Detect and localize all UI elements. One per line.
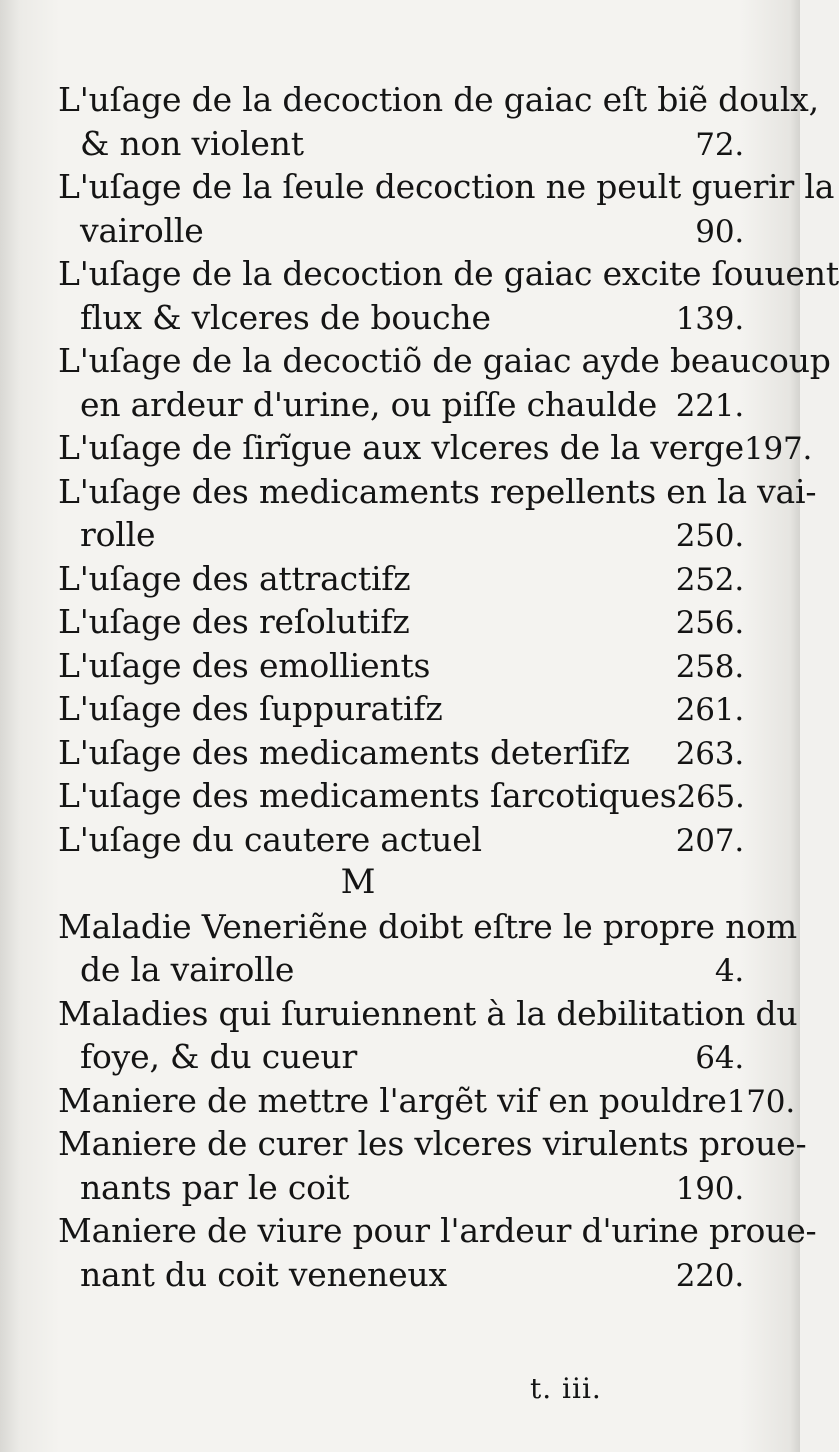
index-entry: [58, 818, 748, 862]
entry-text: L'uſage de la ſeule decoction ne peult guerir la: [58, 167, 835, 206]
entry-line: [58, 165, 835, 209]
index-entry: [58, 992, 798, 1079]
entry-continuation-line: [58, 122, 748, 166]
entry-text: Maladies qui ſuruiennent à la debilitation du: [58, 993, 798, 1033]
entry-text: Maladie Veneriẽne doibt eſtre le propre nom: [58, 906, 797, 946]
entry-page-number: 250.: [675, 518, 744, 554]
entry-line: [58, 339, 831, 383]
index-entry: [58, 252, 839, 339]
entry-line: [58, 1209, 817, 1253]
entry-continuation-line: [58, 209, 748, 253]
entry-text: Maniere de viure pour l'ardeur d'urine proue-: [58, 1211, 817, 1250]
entry-continuation-line: [58, 948, 748, 992]
entry-page-number: 221.: [675, 387, 744, 424]
index-entry: [58, 731, 748, 775]
entry-text: L'uſage des ſuppuratifz: [58, 689, 443, 728]
index-entry: [58, 1122, 807, 1209]
entry-continuation-text: en ardeur d'urine, ou piſſe chaulde: [80, 384, 658, 424]
entry-line: [58, 470, 817, 514]
entry-page-number: 139.: [675, 300, 744, 337]
entry-page-number: 265.: [676, 779, 745, 815]
entry-line: [58, 78, 819, 122]
entry-page-number: 190.: [675, 1170, 744, 1207]
entry-line: [58, 1079, 795, 1123]
entry-page-number: 256.: [675, 605, 744, 641]
entry-text: L'uſage des emollients: [58, 645, 431, 685]
entry-line: [58, 426, 813, 470]
entry-text: L'uſage des medicaments ſarcotiques: [58, 776, 677, 815]
entry-page-number: 4.: [714, 953, 744, 989]
entry-line: [58, 1122, 807, 1166]
index-entry: [58, 1079, 795, 1123]
index-entry: [58, 644, 748, 688]
entry-text: L'uſage des medicaments repellents en la vai-: [58, 471, 817, 511]
entry-line: [58, 687, 748, 731]
entry-page-number: 170.: [726, 1083, 795, 1120]
entry-line: [58, 252, 839, 296]
entry-line: [58, 905, 797, 949]
index-entry: [58, 1209, 817, 1296]
entry-continuation-line: [58, 513, 748, 557]
index-entry: [58, 426, 813, 470]
entry-text: Maniere de mettre l'argẽt vif en pouldre: [58, 1080, 727, 1120]
entry-page-number: 207.: [675, 822, 744, 859]
index-entry: [58, 905, 797, 992]
entry-continuation-text: nants par le coit: [80, 1167, 350, 1207]
entry-continuation-text: foye, & du cueur: [80, 1037, 358, 1076]
entry-page-number: 258.: [675, 648, 744, 685]
entry-text: L'uſage de la decoctiõ de gaiac ayde beaucoup: [58, 341, 831, 380]
entry-page-number: 261.: [675, 692, 744, 728]
index-entry: [58, 557, 748, 601]
entry-continuation-text: rolle: [80, 515, 156, 554]
index-entry: [58, 78, 819, 165]
entry-page-number: 64.: [695, 1040, 744, 1076]
entry-text: L'uſage des medicaments deterſifz: [58, 732, 630, 772]
index-entry: [58, 774, 748, 818]
index-entry: [58, 600, 748, 644]
entry-line: [58, 731, 748, 775]
entry-text: L'uſage de ſirĩgue aux vlceres de la verge: [58, 428, 744, 467]
entry-line: [58, 600, 748, 644]
entry-continuation-text: & non violent: [80, 123, 304, 163]
index-entries: [58, 78, 839, 1296]
entry-continuation-text: flux & vlceres de bouche: [80, 297, 491, 337]
entry-text: L'uſage de la decoction de gaiac excite ſouuent: [58, 254, 839, 293]
entry-page-number: 72.: [695, 126, 744, 163]
entry-continuation-text: nant du coit veneneux: [80, 1254, 447, 1294]
index-entry: [58, 339, 831, 426]
entry-page-number: 90.: [695, 213, 744, 250]
entry-line: [58, 557, 748, 601]
entry-continuation-line: [58, 383, 748, 427]
index-entry: [58, 687, 748, 731]
entry-text: L'uſage de la decoction de gaiac eſt biẽ doulx,: [58, 80, 819, 119]
entry-text: L'uſage des attractifz: [58, 558, 411, 598]
entry-text: L'uſage des reſolutifz: [58, 602, 410, 641]
signature-mark: t. iii.: [530, 1372, 602, 1405]
entry-text: L'uſage du cautere actuel: [58, 819, 482, 859]
entry-continuation-line: [58, 1253, 748, 1297]
entry-continuation-text: de la vairolle: [80, 950, 295, 989]
entry-continuation-line: [58, 296, 748, 340]
entry-continuation-line: [58, 1035, 748, 1079]
entry-line: [58, 644, 748, 688]
entry-text: Maniere de curer les vlceres virulents proue-: [58, 1124, 807, 1163]
entry-page-number: 220.: [675, 1257, 744, 1294]
entry-line: [58, 818, 748, 862]
section-letter-heading: M: [340, 862, 376, 902]
entry-line: [58, 992, 798, 1036]
entry-line: [58, 774, 748, 818]
entry-continuation-line: [58, 1166, 748, 1210]
entry-continuation-text: vairolle: [80, 210, 204, 250]
entry-page-number: 263.: [675, 735, 744, 772]
entry-page-number: 197.: [743, 431, 813, 467]
entry-page-number: 252.: [675, 561, 744, 598]
index-entry: [58, 470, 817, 557]
index-entry: [58, 165, 835, 252]
